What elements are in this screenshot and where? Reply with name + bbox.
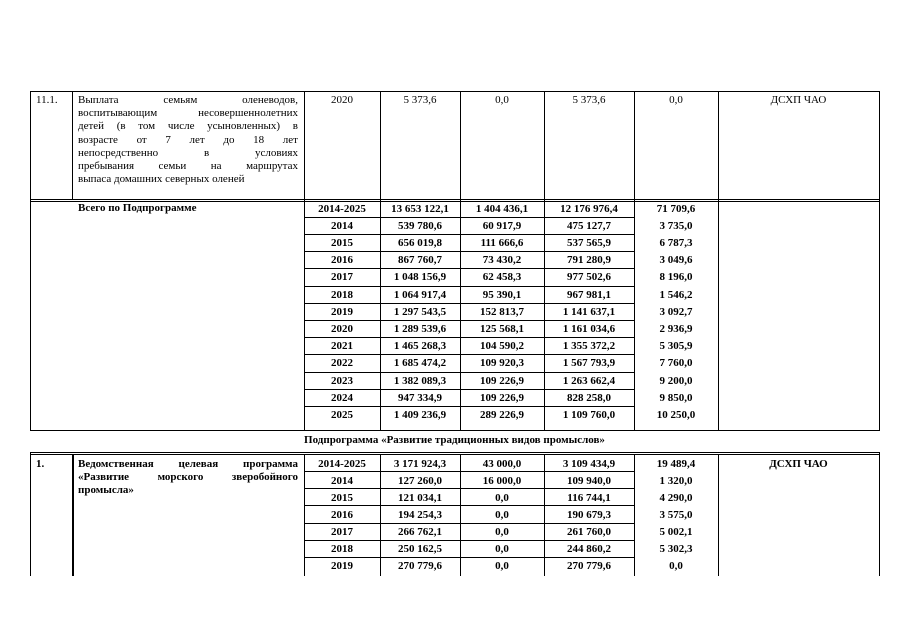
table-rule-horizontal: [304, 557, 635, 558]
table-rule-vertical: [460, 454, 461, 576]
regional-budget-cell: 116 744,1: [567, 491, 611, 504]
other-sources-cell: 3 049,6: [659, 254, 693, 267]
year-cell: 2023: [331, 374, 353, 387]
description-line: промысла»: [78, 484, 134, 497]
year-cell: 2025: [331, 408, 353, 421]
federal-budget-cell: 125 568,1: [480, 322, 524, 335]
federal-budget-cell: 0,0: [495, 543, 509, 556]
other-sources-cell: 9 200,0: [659, 374, 693, 387]
regional-budget-cell: 1 355 372,2: [562, 340, 616, 353]
other-sources-cell: 8 196,0: [659, 271, 693, 284]
table-rule-horizontal: [30, 454, 880, 455]
table-rule-horizontal: [30, 452, 880, 453]
table-rule-vertical: [879, 91, 880, 431]
year-cell: 2014-2025: [318, 202, 366, 215]
table-rule-horizontal: [304, 488, 635, 489]
other-sources-cell: 5 302,3: [659, 543, 693, 556]
total-cell: 1 409 236,9: [393, 408, 447, 421]
federal-budget-cell: 104 590,2: [480, 340, 524, 353]
regional-budget-cell: 1 141 637,1: [562, 305, 616, 318]
table-rule-horizontal: [304, 406, 635, 407]
table-rule-horizontal: [304, 251, 635, 252]
other-sources-cell: 0,0: [669, 560, 683, 573]
other-sources-cell: 6 787,3: [659, 236, 693, 249]
year-cell: 2020: [331, 94, 353, 106]
other-sources-cell: 10 250,0: [656, 408, 696, 421]
year-cell: 2014: [331, 219, 353, 232]
description-line: возрасте от 7 лет до 18 лет: [78, 133, 298, 146]
table-rule-vertical: [634, 91, 635, 431]
year-cell: 2016: [331, 254, 353, 267]
total-cell: 194 254,3: [398, 508, 442, 521]
total-cell: 13 653 122,1: [391, 202, 449, 215]
total-cell: 121 034,1: [398, 491, 442, 504]
other-sources-cell: 3 092,7: [659, 305, 693, 318]
total-cell: 1 685 474,2: [393, 357, 447, 370]
activity-description: [78, 94, 298, 186]
total-cell: 1 465 268,3: [393, 340, 447, 353]
regional-budget-cell: 475 127,7: [567, 219, 611, 232]
total-cell: 867 760,7: [398, 254, 442, 267]
total-cell: 250 162,5: [398, 543, 442, 556]
table-rule-vertical: [380, 91, 381, 431]
regional-budget-cell: 977 502,6: [567, 271, 611, 284]
description-line: пребывания семьи на маршрутах: [78, 159, 298, 172]
table-rule-vertical: [879, 452, 880, 576]
year-cell: 2024: [331, 391, 353, 404]
other-sources-cell: 1 320,0: [659, 474, 693, 487]
activity-description: [78, 458, 298, 498]
year-cell: 2015: [331, 491, 353, 504]
regional-budget-cell: 1 161 034,6: [562, 322, 616, 335]
item-number: 11.1.: [36, 94, 58, 106]
table-rule-vertical: [544, 454, 545, 576]
table-rule-horizontal: [304, 217, 635, 218]
table-rule-horizontal: [304, 540, 635, 541]
other-sources-cell: 71 709,6: [656, 202, 696, 215]
federal-budget-cell: 109 226,9: [480, 374, 524, 387]
year-cell: 2016: [331, 508, 353, 521]
other-sources-cell: 2 936,9: [659, 322, 693, 335]
table-rule-vertical: [634, 454, 635, 576]
total-cell: 1 048 156,9: [393, 271, 447, 284]
description-line: выпаса домашних северных оленей: [78, 173, 245, 186]
other-sources-cell: 0,0: [669, 94, 683, 106]
federal-budget-cell: 1 404 436,1: [475, 202, 529, 215]
table-rule-horizontal: [304, 389, 635, 390]
federal-budget-cell: 95 390,1: [482, 288, 522, 301]
total-cell: 656 019,8: [398, 236, 442, 249]
year-cell: 2014: [331, 474, 353, 487]
other-sources-cell: 1 546,2: [659, 288, 693, 301]
federal-budget-cell: 109 920,3: [480, 357, 524, 370]
table-rule-horizontal: [304, 337, 635, 338]
year-cell: 2018: [331, 543, 353, 556]
year-cell: 2017: [331, 271, 353, 284]
table-rule-vertical: [72, 91, 73, 200]
regional-budget-cell: 1 109 760,0: [562, 408, 616, 421]
year-cell: 2018: [331, 288, 353, 301]
year-cell: 2020: [331, 322, 353, 335]
description-line: Ведомственная целевая программа: [78, 458, 298, 470]
year-cell: 2021: [331, 340, 353, 353]
table-rule-vertical: [460, 91, 461, 431]
total-cell: 1 297 543,5: [393, 305, 447, 318]
other-sources-cell: 5 002,1: [659, 526, 693, 539]
regional-budget-cell: 1 567 793,9: [562, 357, 616, 370]
regional-budget-cell: 791 280,9: [567, 254, 611, 267]
table-rule-vertical: [304, 91, 305, 431]
regional-budget-cell: 537 565,9: [567, 236, 611, 249]
item-number: 1.: [36, 458, 45, 470]
federal-budget-cell: 0,0: [495, 526, 509, 539]
regional-budget-cell: 109 940,0: [567, 474, 611, 487]
federal-budget-cell: 152 813,7: [480, 305, 524, 318]
other-sources-cell: 4 290,0: [659, 491, 693, 504]
table-rule-vertical: [380, 454, 381, 576]
table-rule-horizontal: [304, 286, 635, 287]
table-rule-vertical: [544, 91, 545, 431]
regional-budget-cell: 190 679,3: [567, 508, 611, 521]
federal-budget-cell: 0,0: [495, 508, 509, 521]
table-rule-horizontal: [30, 91, 880, 92]
executor-cell: ДСХП ЧАО: [770, 94, 827, 106]
table-rule-horizontal: [30, 199, 880, 200]
subprogram-total-label: Всего по Подпрограмме: [78, 202, 197, 214]
federal-budget-cell: 0,0: [495, 491, 509, 504]
description-line: непосредственно в условиях: [78, 146, 298, 159]
federal-budget-cell: 60 917,9: [482, 219, 522, 232]
table-rule-vertical: [718, 454, 719, 576]
total-cell: 539 780,6: [398, 219, 442, 232]
total-cell: 1 382 089,3: [393, 374, 447, 387]
regional-budget-cell: 967 981,1: [567, 288, 611, 301]
other-sources-cell: 7 760,0: [659, 357, 693, 370]
federal-budget-cell: 111 666,6: [480, 236, 524, 249]
federal-budget-cell: 109 226,9: [480, 391, 524, 404]
description-line: детей (в том числе усыновленных) в: [78, 120, 298, 133]
total-cell: 5 373,6: [403, 94, 437, 106]
regional-budget-cell: 244 860,2: [567, 543, 611, 556]
table-rule-vertical: [30, 91, 31, 431]
regional-budget-cell: 12 176 976,4: [560, 202, 618, 215]
federal-budget-cell: 62 458,3: [482, 271, 522, 284]
year-cell: 2019: [331, 560, 353, 573]
total-cell: 270 779,6: [398, 560, 442, 573]
federal-budget-cell: 16 000,0: [482, 474, 522, 487]
table-rule-horizontal: [304, 320, 635, 321]
federal-budget-cell: 0,0: [495, 560, 509, 573]
executor-cell: ДСХП ЧАО: [769, 458, 828, 470]
table-rule-horizontal: [30, 201, 880, 202]
table-rule-horizontal: [304, 268, 635, 269]
subprogram-header: Подпрограмма «Развитие традиционных видов промыслов»: [304, 434, 605, 446]
table-rule-horizontal: [30, 430, 880, 431]
year-cell: 2022: [331, 357, 353, 370]
other-sources-cell: 19 489,4: [656, 457, 696, 470]
regional-budget-cell: 5 373,6: [572, 94, 606, 106]
table-rule-vertical: [73, 454, 74, 576]
federal-budget-cell: 43 000,0: [482, 457, 522, 470]
year-cell: 2014-2025: [318, 457, 366, 470]
federal-budget-cell: 0,0: [495, 94, 509, 106]
total-cell: 1 064 917,4: [393, 288, 447, 301]
regional-budget-cell: 3 109 434,9: [562, 457, 616, 470]
table-rule-horizontal: [304, 234, 635, 235]
total-cell: 947 334,9: [398, 391, 442, 404]
total-cell: 266 762,1: [398, 526, 442, 539]
regional-budget-cell: 261 760,0: [567, 526, 611, 539]
table-rule-horizontal: [304, 523, 635, 524]
table-rule-horizontal: [304, 354, 635, 355]
description-line: Выплата семьям оленеводов,: [78, 94, 298, 106]
table-rule-vertical: [30, 452, 31, 576]
table-rule-horizontal: [304, 303, 635, 304]
table-rule-vertical: [718, 91, 719, 431]
other-sources-cell: 3 735,0: [659, 219, 693, 232]
description-line: воспитывающим несовершеннолетних: [78, 107, 298, 120]
federal-budget-cell: 289 226,9: [480, 408, 524, 421]
year-cell: 2019: [331, 305, 353, 318]
regional-budget-cell: 1 263 662,4: [562, 374, 616, 387]
description-line: «Развитие морского зверобойного: [78, 471, 298, 484]
table-rule-horizontal: [304, 505, 635, 506]
year-cell: 2015: [331, 236, 353, 249]
year-cell: 2017: [331, 526, 353, 539]
total-cell: 3 171 924,3: [393, 457, 447, 470]
table-rule-horizontal: [304, 471, 635, 472]
regional-budget-cell: 828 258,0: [567, 391, 611, 404]
federal-budget-cell: 73 430,2: [482, 254, 522, 267]
total-cell: 1 289 539,6: [393, 322, 447, 335]
table-rule-horizontal: [304, 372, 635, 373]
table-rule-vertical: [304, 454, 305, 576]
regional-budget-cell: 270 779,6: [567, 560, 611, 573]
total-cell: 127 260,0: [398, 474, 442, 487]
other-sources-cell: 9 850,0: [659, 391, 693, 404]
other-sources-cell: 5 305,9: [659, 340, 693, 353]
other-sources-cell: 3 575,0: [659, 508, 693, 521]
